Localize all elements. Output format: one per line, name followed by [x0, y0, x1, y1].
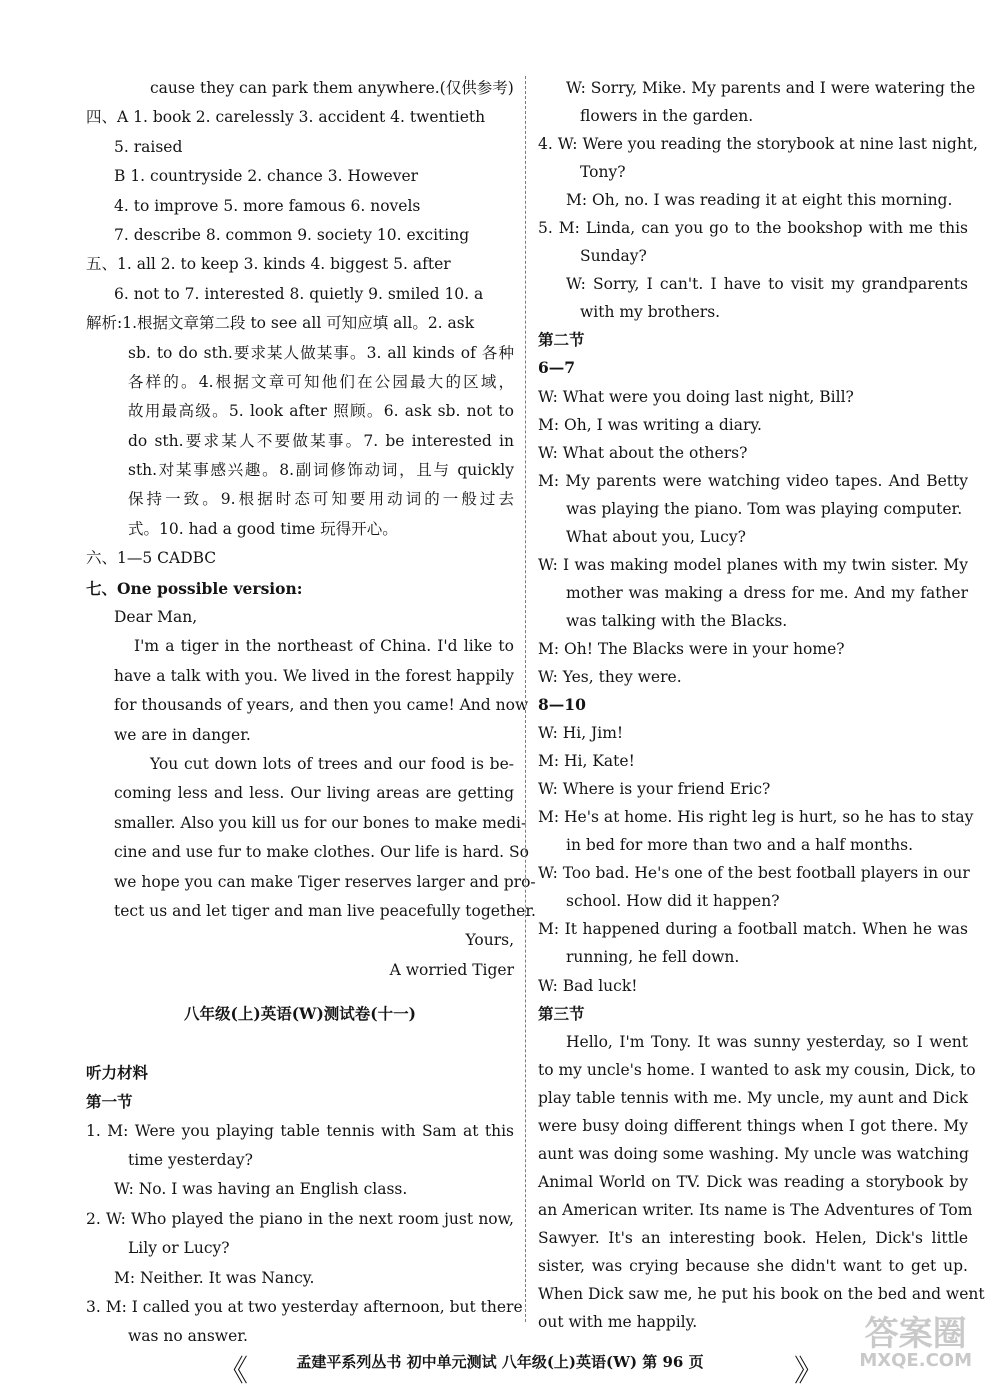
text-line: W: I was making model planes with my twin sister. My: [538, 555, 968, 574]
text-line: W: No. I was having an English class.: [114, 1180, 408, 1199]
right-column: [538, 74, 985, 1336]
listening-script-block: [86, 999, 523, 1352]
text-line: do sth.要求某人不要做某事。7. be interested in: [128, 431, 514, 450]
text-line: Hello, I'm Tony. It was sunny yesterday, so I went: [566, 1032, 968, 1051]
text-line: M: Oh! The Blacks were in your home?: [538, 639, 845, 658]
text-line: flowers in the garden.: [580, 107, 754, 126]
text-line: smaller. Also you kill us for our bones to make medi-: [114, 813, 527, 832]
text-line: for thousands of years, and then you came! And now: [114, 696, 529, 715]
text-line: 各样的。4.根据文章可知他们在公园最大的区域，: [128, 372, 514, 391]
text-line: 听力材料: [86, 1062, 149, 1082]
text-line: 1. M: Were you playing table tennis with Sam at this: [86, 1121, 514, 1140]
text-line: 故用最高级。5. look after 照顾。6. ask sb. not to: [128, 402, 514, 421]
text-line: 六、1—5 CADBC: [86, 549, 217, 568]
watermark: [859, 1316, 972, 1370]
text-line: an American writer. Its name is The Adventures of Tom: [538, 1200, 973, 1219]
text-line: 8—10: [538, 695, 586, 715]
text-line: 第三节: [538, 1003, 585, 1023]
text-line: 6—7: [538, 358, 576, 378]
text-line: cine and use fur to make clothes. Our life is hard. So: [114, 843, 529, 862]
text-line: aunt was doing some washing. My uncle was watching: [538, 1144, 969, 1163]
text-line: 2. W: Who played the piano in the next room just now,: [86, 1209, 514, 1228]
text-line: coming less and less. Our living areas are getting: [114, 784, 514, 803]
text-line: 4. W: Were you reading the storybook at nine last night,: [538, 135, 978, 154]
text-line: sb. to do sth.要求某人做某事。3. all kinds of 各种: [128, 343, 514, 362]
text-line: 第二节: [538, 330, 585, 350]
text-line: M: Neither. It was Nancy.: [114, 1268, 315, 1287]
text-line: When Dick saw me, he put his book on the bed and went: [538, 1285, 985, 1304]
text-line: B 1. countryside 2. chance 3. However: [114, 167, 419, 186]
text-line: was playing the piano. Tom was playing computer.: [566, 499, 963, 518]
text-line: W: Where is your friend Eric?: [538, 780, 771, 799]
text-line: W: Bad luck!: [538, 976, 638, 995]
text-line: Animal World on TV. Dick was reading a storybook by: [538, 1172, 968, 1191]
text-line: W: Sorry, Mike. My parents and I were watering the: [566, 79, 976, 97]
text-line: W: What about the others?: [538, 443, 748, 462]
text-line: 式。10. had a good time 玩得开心。: [128, 519, 398, 538]
text-line: W: Too bad. He's one of the best football players in our: [538, 864, 970, 883]
text-line: was no answer.: [128, 1327, 248, 1346]
text-line: M: It happened during a football match. When he was: [538, 920, 968, 939]
prev-arrow-icon: 《: [218, 1354, 248, 1389]
text-line: 5. raised: [114, 137, 183, 156]
text-line: 四、A 1. book 2. carelessly 3. accident 4. twentieth: [86, 108, 486, 127]
watermark-bottom: MXQE.COM: [859, 1350, 972, 1371]
text-line: M: Hi, Kate!: [538, 752, 635, 771]
left-column: [86, 74, 536, 1352]
text-line: with my brothers.: [580, 303, 721, 322]
text-line: 五、1. all 2. to keep 3. kinds 4. biggest 5. after: [86, 255, 451, 274]
text-line: 4. to improve 5. more famous 6. novels: [114, 196, 421, 215]
text-line: time yesterday?: [128, 1151, 253, 1170]
text-line: cause they can park them anywhere.(仅供参考): [150, 79, 514, 97]
footer-text: 孟建平系列丛书 初中单元测试 八年级(上)英语(W) 第 96 页: [296, 1353, 704, 1371]
text-line: running, he fell down.: [566, 948, 740, 967]
text-line: 解析:1.根据文章第二段 to see all 可知应填 all。2. ask: [86, 314, 475, 333]
next-arrow-icon: 》: [794, 1354, 824, 1389]
text-line: W: Sorry, I can't. I have to visit my grandparents: [566, 275, 968, 294]
text-line: M: My parents were watching video tapes. And Betty: [538, 471, 968, 490]
text-line: Yours,: [465, 931, 514, 950]
text-line: sister, was crying because she didn't want to get up.: [538, 1256, 968, 1275]
text-line: were busy doing different things when I got there. My: [538, 1116, 968, 1135]
text-line: A worried Tiger: [389, 960, 514, 979]
text-line: 7. describe 8. common 9. society 10. exciting: [114, 225, 470, 244]
text-line: 第一节: [86, 1092, 133, 1112]
text-line: I'm a tiger in the northeast of China. I'd like to: [134, 637, 514, 656]
text-line: Sunday?: [580, 247, 647, 266]
text-line: in bed for more than two and a half months.: [566, 836, 914, 855]
text-line: 3. M: I called you at two yesterday afternoon, but there: [86, 1298, 523, 1317]
text-line: school. How did it happen?: [566, 892, 780, 911]
text-line: we hope you can make Tiger reserves larger and pro-: [114, 872, 536, 891]
text-line: W: Yes, they were.: [538, 667, 682, 686]
text-line: M: Oh, no. I was reading it at eight this morning.: [566, 191, 953, 210]
text-line: was talking with the Blacks.: [566, 611, 788, 630]
text-line: W: What were you doing last night, Bill?: [538, 387, 854, 406]
text-line: Sawyer. It's an interesting book. Helen, Dick's little: [538, 1228, 968, 1247]
text-line: 保持一致。9.根据时态可知要用动词的一般过去: [128, 490, 514, 509]
answer-key-block: [86, 74, 536, 985]
text-line: 6. not to 7. interested 8. quietly 9. smiled 10. a: [114, 284, 484, 303]
text-line: 八年级(上)英语(W)测试卷(十一): [184, 1004, 416, 1024]
text-line: 5. M: Linda, can you go to the bookshop with me this: [538, 219, 968, 238]
text-line: mother was making a dress for me. And my father: [566, 583, 968, 602]
text-line: [86, 1029, 514, 1058]
text-line: You cut down lots of trees and our food is be-: [150, 754, 514, 773]
text-line: 七、One possible version:: [86, 578, 303, 598]
text-line: to my uncle's home. I wanted to ask my cousin, Dick, to: [538, 1060, 976, 1079]
text-line: sth.对某事感兴趣。8.副词修饰动词，且与 quickly: [128, 461, 514, 480]
listening-transcript-block: [538, 74, 985, 1336]
watermark-top: 答案圈: [864, 1314, 967, 1354]
text-line: tect us and let tiger and man live peacefully together.: [114, 901, 536, 920]
text-line: M: He's at home. His right leg is hurt, so he has to stay: [538, 808, 974, 827]
spacer: [86, 985, 514, 999]
text-line: What about you, Lucy?: [566, 527, 746, 546]
text-line: out with me happily.: [538, 1313, 698, 1332]
text-line: play table tennis with me. My uncle, my aunt and Dick: [538, 1088, 968, 1107]
column-divider: [525, 76, 526, 1322]
text-line: have a talk with you. We lived in the forest happily: [114, 666, 514, 685]
text-line: W: Hi, Jim!: [538, 724, 624, 743]
text-line: Dear Man,: [114, 608, 198, 627]
text-line: Tony?: [580, 163, 626, 182]
text-line: M: Oh, I was writing a diary.: [538, 415, 762, 434]
text-line: Lily or Lucy?: [128, 1239, 230, 1258]
text-line: we are in danger.: [114, 725, 251, 744]
